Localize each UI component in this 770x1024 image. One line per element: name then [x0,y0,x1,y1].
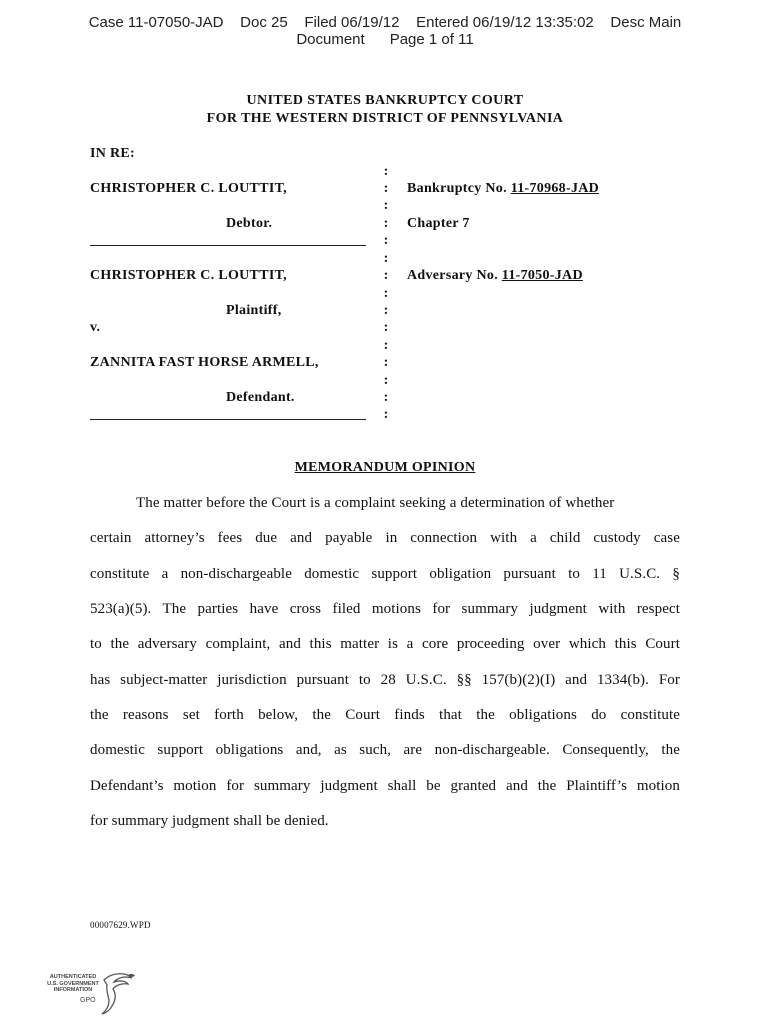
memorandum-title: MEMORANDUM OPINION [294,460,476,475]
body-line: certain attorney’s fees due and payable in connection with a child custody case [90,530,680,546]
court-district: FOR THE WESTERN DISTRICT OF PENNSYLVANIA [206,111,564,126]
caption-colon: : [383,164,389,179]
caption-colon: : [383,407,389,422]
caption-colon: : [383,181,389,196]
bankruptcy-number-value: 11-70968-JAD [510,181,600,196]
gpo-seal-line2: U.S. GOVERNMENT [47,980,99,987]
caption-colon: : [383,373,389,388]
body-line: for summary judgment shall be denied. [90,813,329,829]
caption-plaintiff-name: CHRISTOPHER C. LOUTTIT, [90,268,287,283]
bankruptcy-number [407,181,599,197]
adversary-number-value: 11-7050-JAD [501,268,583,283]
chapter-label: Chapter 7 [407,216,470,231]
caption-colon: : [383,338,389,353]
caption-colon: : [383,286,389,301]
gpo-seal-text [42,974,104,994]
filing-header-line2: Document Page 1 of 11 [296,31,474,48]
body-line: constitute a non-dischargeable domestic support obligation pursuant to 11 U.S.C. § [90,566,680,582]
caption-colon: : [383,198,389,213]
eagle-icon [98,970,138,1016]
document-footer-code: 00007629.WPD [90,920,151,930]
caption-debtor-role: Debtor. [226,216,273,231]
body-line: The matter before the Court is a complaint seeking a determination of whether [136,495,615,511]
caption-defendant-name: ZANNITA FAST HORSE ARMELL, [90,355,319,370]
caption-plaintiff-role: Plaintiff, [226,303,282,318]
body-line: Defendant’s motion for summary judgment shall be granted and the Plaintiff’s motion [90,778,680,794]
caption-colon: : [383,216,389,231]
caption-divider-bottom [90,419,366,420]
caption-debtor-name: CHRISTOPHER C. LOUTTIT, [90,181,287,196]
caption-colon: : [383,251,389,266]
body-line: domestic support obligations and, as such, are non-dischargeable. Consequently, the [90,742,680,758]
caption-colon: : [383,268,389,283]
caption-colon: : [383,390,389,405]
body-line: to the adversary complaint, and this matter is a core proceeding over which this Court [90,636,680,652]
body-line: the reasons set forth below, the Court finds that the obligations do constitute [90,707,680,723]
gpo-seal-line1: AUTHENTICATED [49,974,97,980]
caption-versus: v. [90,320,101,335]
bankruptcy-number-label: Bankruptcy No. [407,181,511,196]
adversary-number-label: Adversary No. [407,268,502,283]
caption-colon: : [383,233,389,248]
caption-defendant-role: Defendant. [226,390,295,405]
caption-divider-top [90,245,366,246]
caption-colon: : [383,355,389,370]
court-name: UNITED STATES BANKRUPTCY COURT [246,93,524,108]
gpo-authentication-seal [40,970,140,1020]
body-line: has subject-matter jurisdiction pursuant to 28 U.S.C. §§ 157(b)(2)(I) and 1334(b). For [90,672,680,688]
body-line: 523(a)(5). The parties have cross filed motions for summary judgment with respect [90,601,680,617]
gpo-seal-line3: INFORMATION [53,987,93,993]
filing-header-line1: Case 11-07050-JAD Doc 25 Filed 06/19/12 Entered 06/19/12 13:35:02 Desc Main [88,14,682,31]
caption-in-re: IN RE: [90,146,135,161]
caption-colon: : [383,303,389,318]
caption-colon: : [383,320,389,335]
gpo-seal-gpo: GPO [80,997,96,1004]
adversary-number [407,268,583,284]
